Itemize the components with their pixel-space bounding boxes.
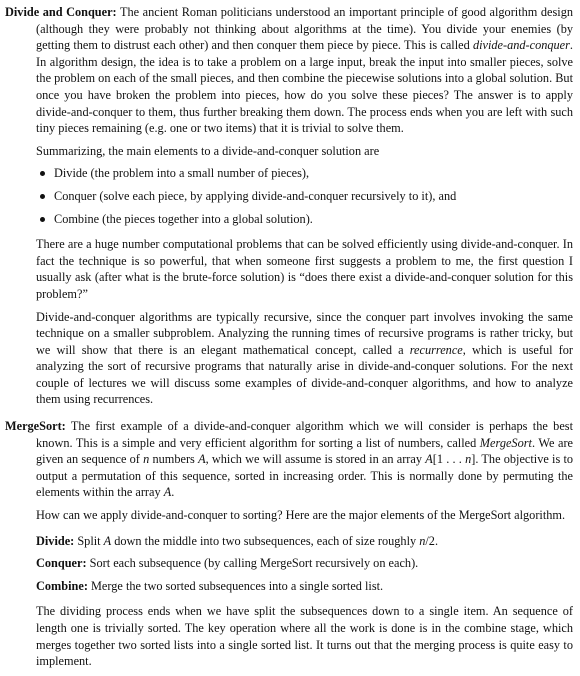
math-n: n [419,533,426,548]
step-label: Conquer: [36,556,87,571]
ms-intro-paragraph: MergeSort: The first example of a divide-and-conquer algorithm which we will consider is perhaps the best known. This is a simple and very efficient algorithm for sorting a list of numbers, called MergeSort. We are given an sequence of n numbers A, which we will assume is stored in an array A[1 . . . n]. The objective is to output a permutation of this sequence, sorted in increasing order. This is normally done by permuting the elements within the array A. [5,419,574,500]
ms-merge-paragraph: The dividing process ends when we have split the subsequences down to a single item. An sequence of length one is trivially sorted. The key operation where all the work is done is in the combine stage, which merges together two sorted lists into a single sorted list. It turns out that the merging process is quite easy to implement. [36,604,573,669]
step-label: Divide: [36,533,75,548]
term-recurrence: recurrence [409,342,463,357]
list-item: Divide (the problem into a small number of pieces), [54,165,573,182]
section-divide-and-conquer [3,4,573,408]
dc-recurrence-paragraph: Divide-and-conquer algorithms are typically recursive, since the conquer part involves invoking the same technique on a smaller subproblem. Analyzing the running times of recursive programs is rather tricky, but we will show that there is an elegant mathematical concept, called a recurrence, which is useful for analyzing the sort of recursive programs that naturally arise in divide-and-conquer solutions. For the next couple of lectures we will discuss some examples of divide-and-conquer algorithms, and how to analyze them using recurrences. [36,309,573,407]
bullet-icon [40,217,45,222]
dc-intro-paragraph: Divide and Conquer: The ancient Roman politicians understood an important principle of good algorithm design (although they were probably not thinking about algorithms at the time). You divide your enemies (by getting them to distrust each other) and then conquer them piece by piece. This is called divide-and-conquer. In algorithm design, the idea is to take a problem on a large input, break the input into smaller pieces, solve the problem on each of the small pieces, and then combine the piecewise solutions into a global solution. But once you have broken the problem into pieces, how do you solve these pieces? The answer is to apply divide-and-conquer to them, thus further breaking them down. The process ends when you are left with such tiny pieces remaining (e.g. one or two items) that it is trivial to solve them. [5,5,573,136]
dc-summary-paragraph: Summarizing, the main elements to a divide-and-conquer solution are [36,143,380,158]
math-a: A [198,452,206,467]
dc-heading: Divide and Conquer: [5,5,117,19]
math-n: n [143,452,150,467]
dc-power-paragraph: There are a huge number computational problems that can be solved efficiently using divide-and-conquer. In fact the technique is so powerful, that when someone first suggests a problem to me, the first question I usually ask (after what is the brute-force solution) is “does there exist a divide-and-conquer solution for this problem?” [36,237,573,301]
term-mergesort: MergeSort [479,435,532,450]
math-a: A [425,452,433,467]
ms-heading: MergeSort: [5,419,66,434]
bullet-icon [40,194,45,199]
term-divide-and-conquer: divide-and-conquer [472,38,570,53]
ms-step-combine: Combine: Merge the two sorted subsequences into a single sorted list. [36,578,384,593]
list-item: Combine (the pieces together into a global solution). [54,211,573,228]
math-a: A [103,533,112,548]
dc-elements-list [3,165,573,227]
bullet-icon [40,171,45,176]
ms-step-conquer: Conquer: Sort each subsequence (by calling MergeSort recursively on each). [36,556,419,571]
math-a: A [163,485,172,500]
ms-question-paragraph: How can we apply divide-and-conquer to sorting? Here are the major elements of the MergeSort algorithm. [36,508,566,523]
list-item: Conquer (solve each piece, by applying divide-and-conquer recursively to it), and [54,188,573,205]
section-mergesort [3,418,573,670]
math-n: n [465,452,472,467]
step-label: Combine: [36,578,88,593]
ms-step-divide: Divide: Split A down the middle into two subsequences, each of size roughly n/2. [36,533,439,548]
